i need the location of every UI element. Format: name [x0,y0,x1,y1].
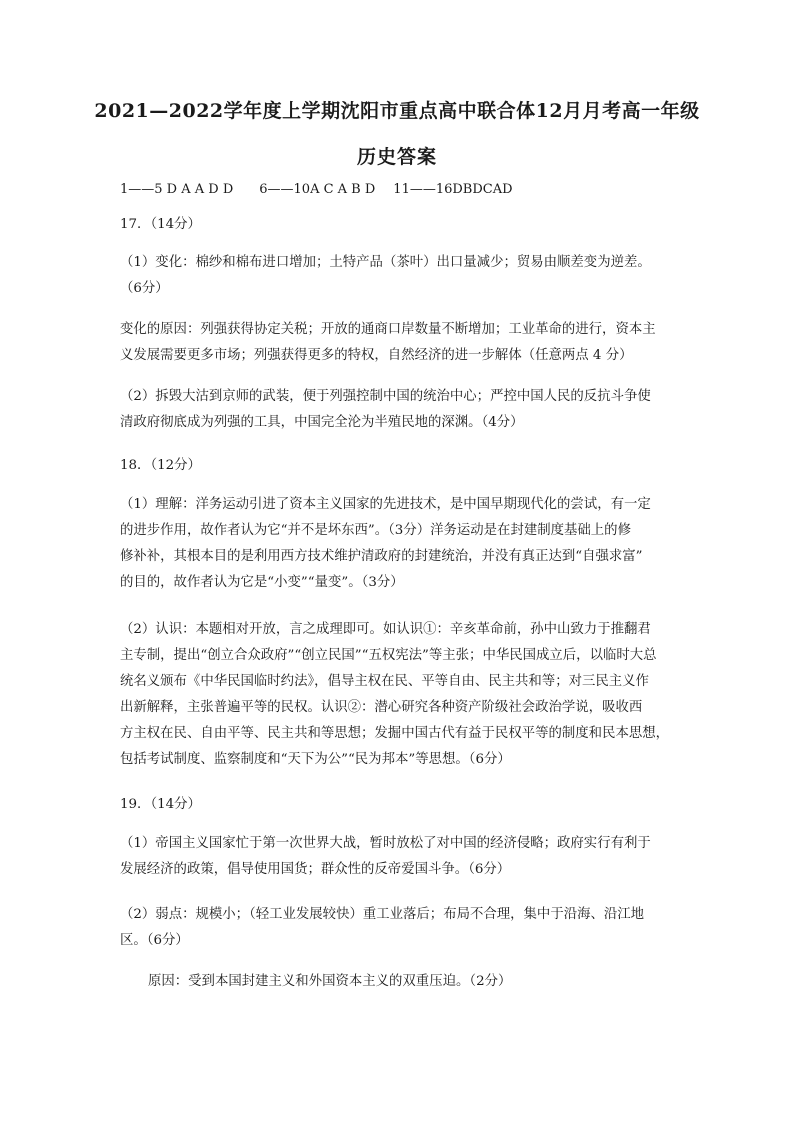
q19-part2-line-1: （2）弱点：规模小；（轻工业发展较快）重工业落后；布局不合理，集中于沿海、沿江地 [120,907,645,922]
q19-part1 [120,831,680,883]
document-title: 2021—2022学年度上学期沈阳市重点高中联合体12月月考高一年级 [94,100,700,122]
q18-part2-line-1: （2）认识：本题相对开放，言之成理即可。如认识①：辛亥革命前，孙中山致力于推翻君 [120,622,651,637]
q19-part2-line-2: 区。（6分） [120,933,189,948]
q18-part2-line-6: 包括考试制度、监察制度和“天下为公”“民为邦本”等思想。（6分） [120,752,511,767]
q18-header: 18．（12分） [120,458,201,473]
q19-header: 19．（14分） [120,797,201,812]
q17-part2 [120,384,680,436]
q18-part1-line-2: 的进步作用，故作者认为它“并不是坏东西”。（3分）洋务运动是在封建制度基础上的修 [120,523,631,538]
q17-reason-line-2: 义发展需要更多市场；列强获得更多的特权，自然经济的进一步解体（任意两点 4 分） [120,348,633,363]
q18-part2-line-5: 方主权在民、自由平等、民主共和等思想；发掘中国古代有益于民权平等的制度和民本思想， [120,726,670,741]
document-subtitle: 历史答案 [356,146,437,168]
q17-part1 [120,250,680,302]
q17-part1-reason [120,317,680,369]
choice-answers-group-1: 1——5 D A A D D [120,182,234,197]
q17-header: 17．（14分） [120,217,201,232]
q18-part1-line-4: 的目的，故作者认为它是“小变”“量变”。（3分） [120,575,404,590]
choice-answers-group-3: 11——16DBDCAD [393,182,513,197]
choice-answers [120,177,680,203]
q18-part2 [120,617,680,773]
q18-part1-line-1: （1）理解：洋务运动引进了资本主义国家的先进技术，是中国早期现代化的尝试，有一定 [120,497,651,512]
q18-part2-line-3: 统名义颁布《中华民国临时约法》，倡导主权在民、平等自由、民主共和等；对三民主义作 [120,674,649,689]
q19-part2 [120,902,680,954]
q18-part1-line-3: 修补补，其根本目的是利用西方技术维护清政府的封建统治，并没有真正达到“自强求富” [120,549,643,564]
q19-part2-reason: 原因：受到本国封建主义和外国资本主义的双重压迫。（2分） [148,974,512,989]
q18-part1 [120,492,680,596]
q17-part1-line-2: （6分） [120,281,169,296]
q17-part2-line-1: （2）拆毁大沽到京师的武装，便于列强控制中国的统治中心；严控中国人民的反抗斗争使 [120,389,651,404]
q17-part2-line-2: 清政府彻底成为列强的工具，中国完全沦为半殖民地的深渊。（4分） [120,415,524,430]
q18-part2-line-4: 出新解释，主张普遍平等的民权。认识②：潜心研究各种资产阶级社会政治学说，吸收西 [120,700,643,715]
q17-reason-line-1: 变化的原因：列强获得协定关税；开放的通商口岸数量不断增加；工业革命的进行，资本主 [120,322,656,337]
q19-part1-line-2: 发展经济的政策，倡导使用国货；群众性的反帝爱国斗争。（6分） [120,862,511,877]
q19-part1-line-1: （1）帝国主义国家忙于第一次世界大战，暂时放松了对中国的经济侵略；政府实行有利于 [120,836,651,851]
q18-part2-line-2: 主专制，提出“创立合众政府”“创立民国”“五权宪法”等主张；中华民国成立后，以临时大总 [120,648,657,663]
q17-part1-line-1: （1）变化：棉纱和棉布进口增加；土特产品（茶叶）出口量减少；贸易由顺差变为逆差。 [120,255,651,270]
choice-answers-group-2: 6——10A C A B D [259,182,376,197]
